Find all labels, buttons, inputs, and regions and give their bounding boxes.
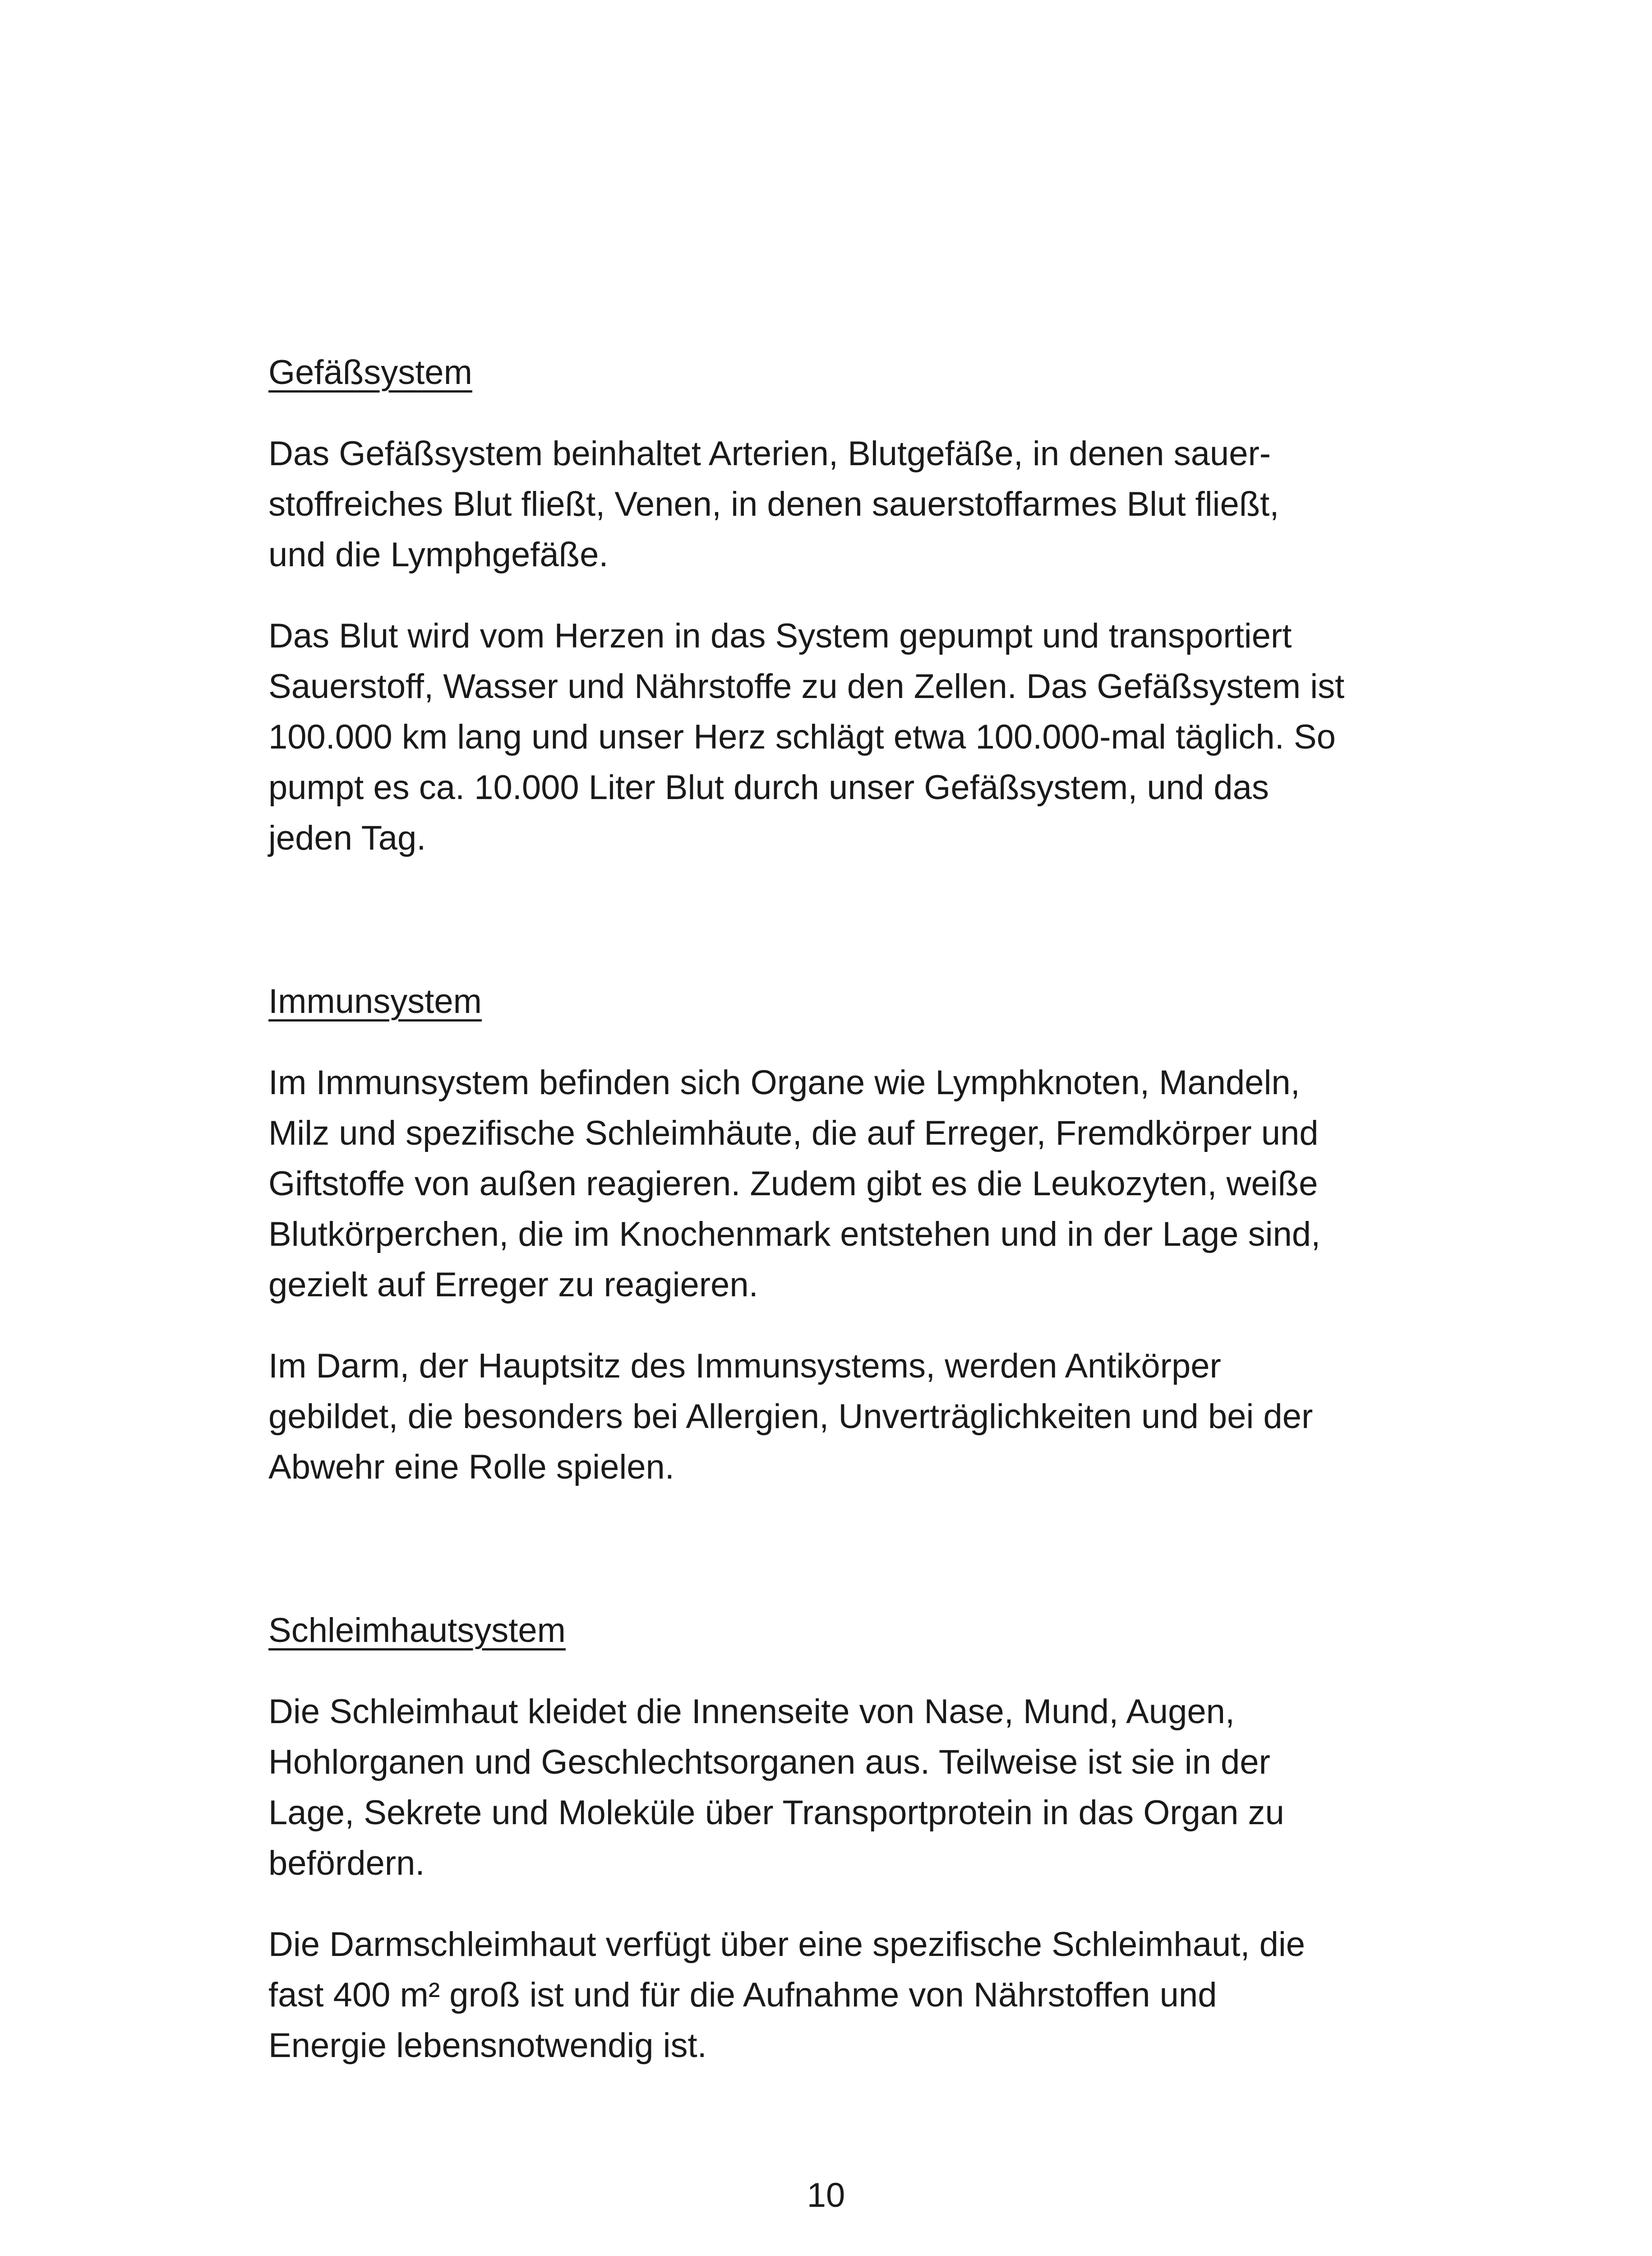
text-line: stoffreiches Blut fließt, Venen, in denen sauerstoffarmes Blut fließt,: [268, 485, 1279, 523]
paragraph: [268, 1058, 1405, 1310]
section-heading: Gefäßsystem: [268, 353, 472, 392]
page-content: [268, 347, 1405, 2102]
text-line: Sauerstoff, Wasser und Nährstoffe zu den Zellen. Das Gefäßsystem ist: [268, 667, 1345, 706]
text-line: Im Immunsystem befinden sich Organe wie Lymphknoten, Mandeln,: [268, 1063, 1300, 1102]
text-line: Im Darm, der Hauptsitz des Immunsystems, werden Antikörper: [268, 1347, 1221, 1385]
paragraph: [268, 1919, 1405, 2071]
text-line: Das Blut wird vom Herzen in das System gepumpt und transportiert: [268, 617, 1292, 655]
text-line: Hohlorganen und Geschlechtsorganen aus. Teilweise ist sie in der: [268, 1743, 1270, 1781]
section-heading: Schleimhautsystem: [268, 1611, 566, 1650]
text-line: Die Schleimhaut kleidet die Innenseite von Nase, Mund, Augen,: [268, 1692, 1235, 1731]
text-line: fast 400 m² groß ist und für die Aufnahme von Nährstoffen und: [268, 1976, 1217, 2014]
paragraph: [268, 1341, 1405, 1493]
paragraph: [268, 611, 1405, 864]
text-line: pumpt es ca. 10.000 Liter Blut durch unser Gefäßsystem, und das: [268, 768, 1269, 807]
section-gefaesssystem: [268, 347, 1405, 864]
text-line: Energie lebensnotwendig ist.: [268, 2026, 707, 2065]
text-line: Blutkörperchen, die im Knochenmark entstehen und in der Lage sind,: [268, 1215, 1321, 1253]
section-immunsystem: [268, 976, 1405, 1493]
text-line: jeden Tag.: [268, 819, 426, 857]
text-line: und die Lymphgefäße.: [268, 536, 609, 574]
text-line: Abwehr eine Rolle spielen.: [268, 1448, 674, 1486]
text-line: Das Gefäßsystem beinhaltet Arterien, Blutgefäße, in denen sauer-: [268, 435, 1271, 473]
page-number: 10: [807, 2176, 845, 2214]
text-line: befördern.: [268, 1844, 425, 1882]
text-line: Milz und spezifische Schleimhäute, die auf Erreger, Fremdkörper und: [268, 1114, 1319, 1152]
section-schleimhautsystem: [268, 1605, 1405, 2071]
text-line: gezielt auf Erreger zu reagieren.: [268, 1266, 758, 1304]
section-heading: Immunsystem: [268, 982, 482, 1021]
paragraph: [268, 429, 1405, 580]
text-line: Die Darmschleimhaut verfügt über eine spezifische Schleimhaut, die: [268, 1925, 1305, 1964]
text-line: 100.000 km lang und unser Herz schlägt etwa 100.000-mal täglich. So: [268, 718, 1336, 756]
paragraph: [268, 1687, 1405, 1889]
text-line: gebildet, die besonders bei Allergien, Unverträglichkeiten und bei der: [268, 1397, 1313, 1436]
text-line: Giftstoffe von außen reagieren. Zudem gibt es die Leukozyten, weiße: [268, 1165, 1318, 1203]
text-line: Lage, Sekrete und Moleküle über Transportprotein in das Organ zu: [268, 1794, 1284, 1832]
